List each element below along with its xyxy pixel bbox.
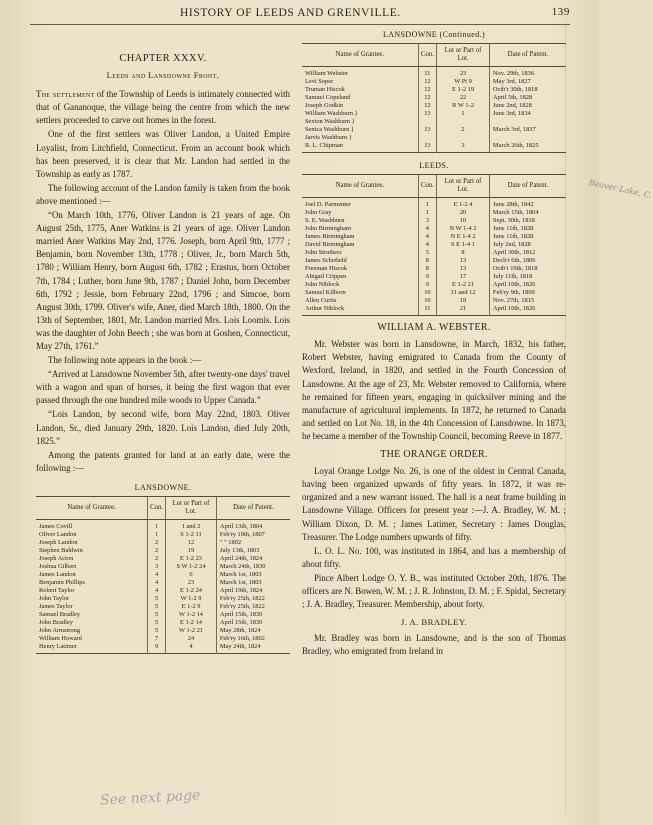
col-lot: Lot or Part of Lot. (437, 175, 490, 198)
table-row (36, 547, 290, 555)
lot: 10 (437, 217, 490, 225)
table-row (302, 305, 566, 316)
patent-date (489, 134, 566, 142)
grantee-name: Sexton Washburn } (305, 118, 355, 126)
col-name: Name of Grantee. (302, 44, 418, 67)
paragraph-text: “On March 10th, 1776, Oliver Landon is 21 years of age. On August 25th, 1775, Aner Watkins is 21 years of age. Oliver Landon married Aner Watkins May 2nd, 1776. Joseph, born April 9th, 1777 ; Benjamin, born November 13th, 1778 ; Oliver, Jr., born March 5th, 1780 ; William Henry, born August 6th, 1782 ; Erastus, born October 7th, 1784 ; Luther, born June 9th, 1787 ; Daniel John, born December 6th, 1792 ; Jessie, born February 22nd, 1796 ; and Simcoe, born August 30th, 1799. Oliver's wife, Aner, died March 18th, 1800. On the 13th of September, 1801, Mr. Landon married Mrs. Lois Loomis. Lois was the daughter of John Beech ; she was born at Goshen, Connecticut, May 27th, 1761.” (36, 210, 290, 351)
left-paragraph (36, 368, 290, 407)
grantee-name: Joseph Godkin (305, 102, 344, 110)
concession: 5 (148, 611, 166, 619)
table-row (302, 281, 566, 289)
table-row (302, 289, 566, 297)
lot: E 1-2 23 (166, 555, 217, 563)
table-row (302, 249, 566, 257)
table-row (302, 265, 566, 273)
concession: 4 (148, 579, 166, 587)
orange-order-paragraph: L. O. L. No. 100, was instituted in 1864, and has a membership of about fifty. (302, 545, 566, 569)
grantee-name: John Niblock (305, 281, 340, 289)
lot: 3 (437, 142, 490, 153)
table-row (302, 297, 566, 305)
table-row (302, 78, 566, 86)
col-name: Name of Grantee. (36, 497, 148, 520)
lot: 8 (437, 249, 490, 257)
grantee-name: Benjamin Phillips (39, 579, 85, 586)
concession: 4 (418, 241, 436, 249)
running-title: HISTORY OF LEEDS AND GRENVILLE. (180, 7, 401, 19)
concession: 3 (418, 217, 436, 225)
grantee-name: Senica Washburn } (305, 126, 354, 134)
patent-date: April 10th, 1826 (489, 305, 566, 316)
table-header-row (36, 497, 290, 520)
lot: 13 (437, 265, 490, 273)
grantee-name: Joshua Gilbert (39, 563, 77, 570)
patent-date: April 13th, 1804 (216, 520, 290, 532)
concession: 13 (418, 126, 436, 134)
orange-order-heading: THE ORANGE ORDER. (380, 449, 488, 461)
concession: 12 (418, 94, 436, 102)
lot: N E 1-4 2 (437, 233, 490, 241)
patent-date: March 1st, 1803 (216, 571, 290, 579)
right-column (302, 28, 566, 659)
concession: 4 (148, 587, 166, 595)
patent-date: March 15th, 1804 (489, 209, 566, 217)
concession: 5 (148, 619, 166, 627)
grantee-name: James Taylor (39, 603, 73, 610)
table-row (36, 627, 290, 635)
lot: 23 (437, 67, 490, 79)
lansdowne-cont-caption: LANSDOWNE (Continued.) (382, 30, 486, 39)
table-row (302, 217, 566, 225)
paragraph-text: “Arrived at Lansdowne November 5th, after twenty-one days' travel with a wagon and span of horses, it being the first wagon that ever passed through the one hundred mile woods to Upper Canada.” (36, 369, 290, 406)
lot: 13 (437, 257, 490, 265)
paragraph-text: “Lois Landon, by second wife, born May 22nd, 1803. Oliver Landon, Sr., died January 29th, 1820. Lois Landon, died July 20th, 1825.” (36, 409, 290, 446)
lot: S 1-2 11 (166, 531, 217, 539)
concession: 2 (148, 555, 166, 563)
lot: 21 (437, 305, 490, 316)
concession: 13 (418, 110, 436, 118)
lansdowne-cont-table (302, 43, 566, 153)
patent-date: Feb'ry 19th, 1807 (216, 531, 290, 539)
table-row (302, 102, 566, 110)
concession: 5 (418, 249, 436, 257)
paragraph-text: of the Township of Leeds is intimately connected with that of Gananoque, the village being the centre from which the new settlers proceeded to carve out homes in the forest. (36, 89, 290, 126)
table-row (302, 233, 566, 241)
patent-date: Decb'r 6th, 1806 (489, 257, 566, 265)
paragraph-text: Among the patents granted for land at an early date, were the following :— (36, 449, 290, 473)
section-title: Leeds and Lansdowne Front. (106, 70, 220, 81)
grantee-name: Joseph Landon (39, 539, 78, 546)
patent-date: May 24th, 1824 (216, 643, 290, 654)
grantee-name: James Schofield (305, 257, 347, 265)
lot (437, 134, 490, 142)
left-paragraph (36, 209, 290, 353)
col-lot: Lot or Part of Lot. (437, 44, 490, 67)
concession: 1 (148, 531, 166, 539)
grantee-name: John Taylor (39, 595, 70, 602)
table-row (36, 539, 290, 547)
patent-date: April 30th, 1812 (489, 249, 566, 257)
concession (418, 118, 436, 126)
patent-date: Feb'ry 16th, 1802 (216, 635, 290, 643)
lot: E 1-2 9 (166, 603, 217, 611)
patent-date: April 15th, 1830 (216, 619, 290, 627)
grantee-name: Oliver Landon (39, 531, 77, 538)
lot: 19 (437, 297, 490, 305)
grantee-name: Levi Soper (305, 78, 334, 86)
grantee-name: S. E. Washburn (305, 217, 345, 225)
concession: 12 (418, 102, 436, 110)
grantee-name: Henry Latimer (39, 643, 77, 650)
lot: W Pt 9 (437, 78, 490, 86)
concession: 9 (418, 273, 436, 281)
table-row (36, 555, 290, 563)
table-row (302, 86, 566, 94)
patent-date: Octb'r 19th, 1818 (489, 265, 566, 273)
concession: 11 (418, 67, 436, 79)
paragraph-lead: The settlement (36, 89, 95, 100)
lot: 23 (166, 579, 217, 587)
table-header-row (302, 44, 566, 67)
table-row (36, 595, 290, 603)
concession: 4 (148, 571, 166, 579)
running-header (30, 5, 570, 23)
concession (418, 134, 436, 142)
left-paragraph (36, 128, 290, 180)
table-row (302, 241, 566, 249)
patent-date: July 13th, 1803 (216, 547, 290, 555)
grantee-name: Truman Hiscok (305, 86, 345, 94)
col-date: Date of Patent. (489, 44, 566, 67)
table-row (302, 94, 566, 102)
col-con: Con. (418, 175, 436, 198)
patent-date (489, 118, 566, 126)
grantee-name: Joseph Acton (39, 555, 74, 562)
concession: 5 (148, 595, 166, 603)
lot: W 1-2 14 (166, 611, 217, 619)
patent-date: June 11th, 1828 (489, 233, 566, 241)
grantee-name: David Birmingham (305, 241, 355, 249)
grantee-name: Samuel Bradley (39, 611, 80, 618)
lot: 1 and 2 (166, 520, 217, 532)
table-row (36, 635, 290, 643)
lot: 22 (437, 94, 490, 102)
concession: 8 (418, 257, 436, 265)
handwritten-margin-note: Beaver Lake, C. (588, 178, 653, 201)
concession: 2 (148, 547, 166, 555)
webster-heading: WILLIAM A. WEBSTER. (377, 322, 491, 334)
grantee-name: John Gray (305, 209, 332, 217)
concession: 1 (418, 209, 436, 217)
col-con: Con. (148, 497, 166, 520)
patent-date: April 24th, 1824 (216, 555, 290, 563)
lot: N W 1-4 2 (437, 225, 490, 233)
lot: S E 1-4 1 (437, 241, 490, 249)
table-row (36, 571, 290, 579)
patent-date: Nov. 29th, 1836 (489, 67, 566, 79)
concession: 8 (418, 265, 436, 273)
leeds-table-caption: LEEDS. (419, 161, 449, 171)
orange-order-paragraph: Pince Albert Lodge O. Y. B., was instituted October 20th, 1876. The officers are N. Bowen, W. M. ; J. R. Johnston, D. M. ; F. Spidal, Secretary ; J. A. Bradley, Treasurer. Membership, about forty. (302, 572, 566, 610)
concession: 4 (418, 233, 436, 241)
grantee-name: Abigail Crippen (305, 273, 347, 281)
lansdowne-table-body (36, 520, 290, 654)
patent-date: Feb'ry 25th, 1822 (216, 603, 290, 611)
grantee-name: Jarvis Washburn } (305, 134, 352, 142)
lot: 19 (166, 547, 217, 555)
table-row (36, 603, 290, 611)
left-paragraph (36, 408, 290, 447)
table-row (302, 198, 566, 210)
lot: E 1-2 21 (437, 281, 490, 289)
header-rule (30, 24, 570, 25)
patent-date: June 11th, 1828 (489, 225, 566, 233)
grantee-name: John Struthers (305, 249, 342, 257)
grantee-name: John Armstrong (39, 627, 81, 634)
patent-date: April 10th, 1826 (489, 281, 566, 289)
handwritten-bottom-note: See next page (99, 787, 201, 809)
patent-date: Sept. 30th, 1818 (489, 217, 566, 225)
chapter-heading: CHAPTER XXXV. (119, 53, 207, 64)
lot: 11 and 12 (437, 289, 490, 297)
table-row (36, 531, 290, 539)
concession: 5 (148, 627, 166, 635)
lot: R W 1-2 (437, 102, 490, 110)
patent-date: June 2nd, 1828 (489, 102, 566, 110)
concession: 5 (148, 603, 166, 611)
concession: 3 (148, 563, 166, 571)
patent-date: March 1st, 1803 (216, 579, 290, 587)
patent-date: June 28th, 1842 (489, 198, 566, 210)
concession: 2 (148, 539, 166, 547)
lansdowne-table (36, 496, 290, 654)
patent-date: Feb'ry 9th, 1809 (489, 289, 566, 297)
table-row (302, 118, 566, 126)
table-header-row (302, 175, 566, 198)
lot: 4 (166, 643, 217, 654)
grantee-name: R. L. Chipman (305, 142, 343, 150)
table-row (302, 134, 566, 142)
patent-date: " " 1802 (216, 539, 290, 547)
table-row (36, 563, 290, 571)
patent-date: April 5th, 1828 (489, 94, 566, 102)
patent-date: March 3rd, 1837 (489, 126, 566, 134)
table-row (302, 225, 566, 233)
patent-date: July 2nd, 1828 (489, 241, 566, 249)
patent-date: March 24th, 1830 (216, 563, 290, 571)
table-row (302, 273, 566, 281)
grantee-name: John Birmingham (305, 225, 351, 233)
patent-date: May 3rd, 1827 (489, 78, 566, 86)
left-paragraph (36, 88, 290, 127)
table-row (36, 520, 290, 532)
grantee-name: William Webster (305, 70, 348, 78)
lot: W 1-2 9 (166, 595, 217, 603)
lot: E 1-2 14 (166, 619, 217, 627)
page-number: 139 (551, 6, 570, 18)
patent-date: Feb'ry 25th, 1822 (216, 595, 290, 603)
orange-order-paragraphs (302, 465, 566, 611)
concession: 10 (418, 297, 436, 305)
concession: 9 (148, 643, 166, 654)
grantee-name: Stephen Baldwin (39, 547, 83, 554)
table-row (36, 587, 290, 595)
col-lot: Lot or Part of Lot. (166, 497, 217, 520)
leeds-table-body (302, 198, 566, 316)
lot: 20 (437, 209, 490, 217)
concession: 4 (418, 225, 436, 233)
concession: 11 (418, 305, 436, 316)
grantee-name: Freeman Hiscok (305, 265, 348, 273)
grantee-name: Samuel Copeland (305, 94, 351, 102)
lot: 1 (437, 110, 490, 118)
left-paragraphs (36, 88, 290, 475)
grantee-name: John Bradley (39, 619, 73, 626)
orange-order-paragraph: Loyal Orange Lodge No. 26, is one of the oldest in Central Canada, having been organized upwards of fifty years. In 1872, it was re-organized and a new warrant issued. The hall is a neat frame building in Lansdowne Village. Officers for present year :—J. A. Bradley, W. M. ; William Dixon, D. M. ; James Latimer, Secretary : James Douglas, Treasurer. The Lodge numbers upwards of fifty. (302, 466, 566, 542)
grantee-name: Joel D. Parmenter (305, 201, 351, 209)
left-paragraph (36, 354, 290, 367)
table-row (302, 257, 566, 265)
lansdowne-cont-table-body (302, 67, 566, 153)
lot: E 1-2 19 (437, 86, 490, 94)
lot: W 1-2 21 (166, 627, 217, 635)
concession: 12 (418, 86, 436, 94)
grantee-name: James Covill (39, 523, 73, 530)
grantee-name: Samuel Kilborn (305, 289, 346, 297)
table-row (36, 619, 290, 627)
concession: 13 (418, 142, 436, 153)
table-row (302, 126, 566, 134)
patent-date: April 19th, 1824 (216, 587, 290, 595)
patent-date: May 28th, 1824 (216, 627, 290, 635)
grantee-name: James Birmingham (305, 233, 355, 241)
concession: 9 (418, 281, 436, 289)
grantee-name: William Washburn } (305, 110, 358, 118)
bradley-heading: J. A. BRADLEY. (400, 617, 468, 628)
concession: 1 (148, 520, 166, 532)
grantee-name: James Landon (39, 571, 76, 578)
table-row (302, 67, 566, 79)
patent-date: March 26th, 1825 (489, 142, 566, 153)
table-row (36, 579, 290, 587)
concession: 1 (418, 198, 436, 210)
lot: E 1-2 24 (166, 587, 217, 595)
left-column (36, 52, 290, 654)
paragraph-text: The following account of the Landon family is taken from the book above mentioned :— (36, 182, 290, 206)
lot: 2 (437, 126, 490, 134)
lot: S W 1-2 24 (166, 563, 217, 571)
patent-date: June 3rd, 1834 (489, 110, 566, 118)
lot: 6 (166, 571, 217, 579)
lansdowne-table-caption: LANSDOWNE. (134, 482, 192, 492)
patent-date: July 11th, 1818 (489, 273, 566, 281)
left-paragraph (36, 449, 290, 475)
concession: 7 (148, 635, 166, 643)
paragraph-text: The following note appears in the book :— (48, 355, 202, 366)
left-paragraph (36, 182, 290, 208)
lot: E 1-2 4 (437, 198, 490, 210)
lot: 24 (166, 635, 217, 643)
table-row (302, 209, 566, 217)
webster-paragraph: Mr. Webster was born in Lansdowne, in March, 1832, his father, Robert Webster, having emigrated to Canada from the County of Wexford, Ireland, in 1820, and settled in the Fourth Concession of Lansdowne. At the age of 23, Mr. Webster removed to California, where he remained for fifteen years, engaging in quicksilver mining and the manufacture of agricultural implements. In 1872, he returned to Canada and settled on Lot No. 18, in the 4th Concession of Lansdowne. In 1873, he became a member of the Township Council, becoming Reeve in 1877. (302, 339, 566, 441)
grantee-name: Arthur Niblock (305, 305, 345, 313)
col-name: Name of Grantee. (302, 175, 418, 198)
table-row (36, 643, 290, 654)
patent-date: Octb'r 30th, 1818 (489, 86, 566, 94)
paragraph-text: One of the first settlers was Oliver Landon, a United Empire Loyalist, from Litchfield, Connecticut. From an account book which has been preserved, it is clear that Mr. Landon had settled in the Township as early as 1787. (36, 129, 290, 179)
concession: 10 (418, 289, 436, 297)
col-date: Date of Patent. (489, 175, 566, 198)
lot: 12 (166, 539, 217, 547)
table-row (302, 110, 566, 118)
table-row (302, 142, 566, 153)
grantee-name: Allen Curtis (305, 297, 337, 305)
grantee-name: Robert Taylor (39, 587, 75, 594)
lot (437, 118, 490, 126)
patent-date: Nov. 27th, 1815 (489, 297, 566, 305)
grantee-name: William Howard (39, 635, 82, 642)
lot: 17 (437, 273, 490, 281)
leeds-table (302, 174, 566, 316)
patent-date: April 15th, 1830 (216, 611, 290, 619)
table-row (36, 611, 290, 619)
bradley-paragraph: Mr. Bradley was born in Lansdowne, and is the son of Thomas Bradley, who emigrated from Ireland in (302, 633, 566, 657)
col-date: Date of Patent. (216, 497, 290, 520)
concession: 12 (418, 78, 436, 86)
col-con: Con. (418, 44, 436, 67)
